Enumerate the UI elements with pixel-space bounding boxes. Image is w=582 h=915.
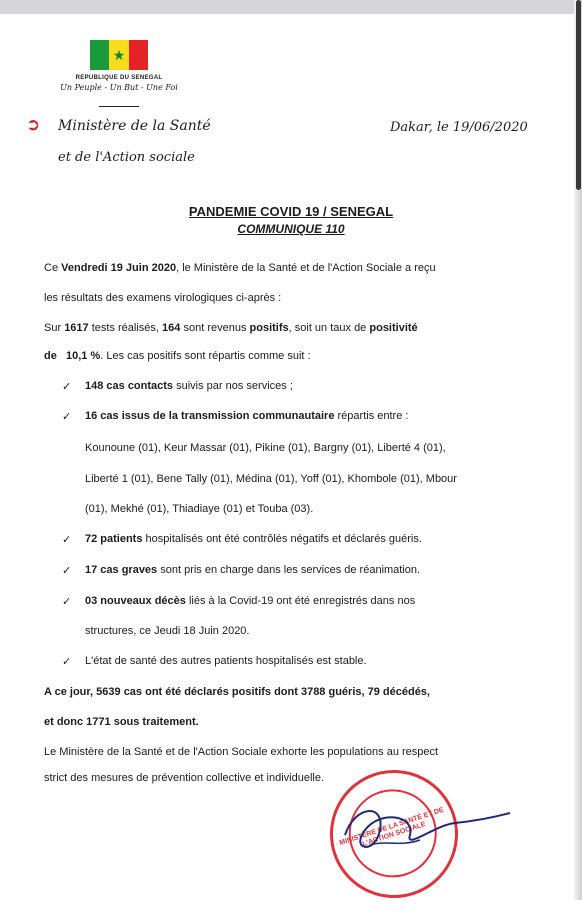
closing-line-2: strict des mesures de prévention collective et individuelle.: [44, 772, 325, 784]
deaths-line-2: structures, ce Jeudi 18 Juin 2020.: [85, 625, 250, 637]
text: suivis par nos services ;: [176, 380, 293, 392]
intro-line-1: [44, 262, 436, 274]
check-icon: ✓: [62, 534, 72, 546]
scrollbar-thumb[interactable]: [576, 0, 581, 190]
severe-count: 17 cas graves: [85, 564, 158, 576]
text: . Les cas positifs sont répartis comme suit :: [100, 350, 311, 362]
positivite-word: positivité: [369, 322, 418, 334]
intro-text: , le Ministère de la Santé et de l'Action Sociale a reçu: [176, 262, 436, 274]
text: hospitalisés ont été contrôlés négatifs et déclarés guéris.: [145, 533, 422, 545]
item-stable: L'état de santé des autres patients hospitalisés est stable.: [85, 655, 367, 667]
text: sont pris en charge dans les services de réanimation.: [160, 564, 421, 576]
ministry-line2: et de l'Action sociale: [58, 150, 195, 165]
check-icon: ✓: [62, 565, 72, 577]
intro-day: Vendredi 19 Juin 2020: [61, 262, 177, 274]
intro-text: Ce: [44, 262, 59, 274]
deaths-count: 03 nouveaux décès: [85, 595, 186, 607]
document-date: Dakar, le 19/06/2020: [390, 120, 528, 135]
text: tests réalisés,: [91, 322, 159, 334]
item-community: [85, 410, 408, 422]
check-icon: ✓: [62, 381, 72, 393]
community-count: 16 cas issus de la transmission communautaire: [85, 410, 335, 422]
ministry-line1: Ministère de la Santé: [58, 118, 211, 134]
tests-count: 1617: [64, 322, 89, 334]
top-bar: [0, 0, 582, 14]
item-severe: [85, 564, 420, 576]
tests-line-1: [44, 322, 418, 334]
national-motto: Un Peuple - Un But - Une Foi: [60, 83, 178, 92]
cured-count: 72 patients: [85, 533, 143, 545]
item-contacts: [85, 380, 293, 392]
republic-name: REPUBLIQUE DU SENEGAL: [75, 75, 163, 81]
document-subtitle: COMMUNIQUE 110: [237, 222, 345, 236]
signature-icon: [325, 785, 515, 875]
positifs-word: positifs: [249, 322, 289, 334]
item-deaths: [85, 595, 415, 607]
positivity-rate: 10,1 %: [66, 350, 101, 362]
scrollbar[interactable]: [574, 0, 582, 900]
locations-line-3: (01), Mekhé (01), Thiadiaye (01) et Touba (03).: [85, 503, 314, 515]
summary-line-1: A ce jour, 5639 cas ont été déclarés positifs dont 3788 guéris, 79 décédés,: [44, 686, 430, 698]
intro-line-2: les résultats des examens virologiques ci-après :: [44, 292, 282, 304]
contacts-count: 148 cas contacts: [85, 380, 174, 392]
check-icon: ✓: [62, 411, 72, 423]
de-word: de: [44, 350, 57, 362]
senegal-flag-icon: ★: [90, 40, 148, 70]
ministry-logo-icon: ➲: [26, 115, 41, 134]
check-icon: ✓: [62, 656, 72, 668]
document-title: PANDEMIE COVID 19 / SENEGAL: [188, 204, 394, 219]
text: répartis entre :: [337, 410, 409, 422]
summary-line-2: et donc 1771 sous traitement.: [44, 716, 199, 728]
tests-line-2: [44, 350, 311, 362]
text: liés à la Covid-19 ont été enregistrés dans nos: [188, 595, 416, 607]
positives-count: 164: [162, 322, 181, 334]
locations-line-1: Kounoune (01), Keur Massar (01), Pikine (01), Bargny (01), Liberté 4 (01),: [85, 442, 446, 454]
text: , soit un taux de: [288, 322, 367, 334]
closing-line-1: Le Ministère de la Santé et de l'Action Sociale exhorte les populations au respect: [44, 746, 439, 758]
item-cured: [85, 533, 422, 545]
check-icon: ✓: [62, 596, 72, 608]
locations-line-2: Liberté 1 (01), Bene Tally (01), Médina (01), Yoff (01), Khombole (01), Mbour: [85, 473, 457, 485]
republic-header: [44, 40, 194, 107]
stamp-text: MINISTÈRE DE LA SANTÉ ET DE L'ACTION SOCIALE: [338, 806, 445, 849]
divider: [99, 106, 139, 107]
text: sont revenus: [183, 322, 247, 334]
text: Sur: [44, 322, 62, 334]
